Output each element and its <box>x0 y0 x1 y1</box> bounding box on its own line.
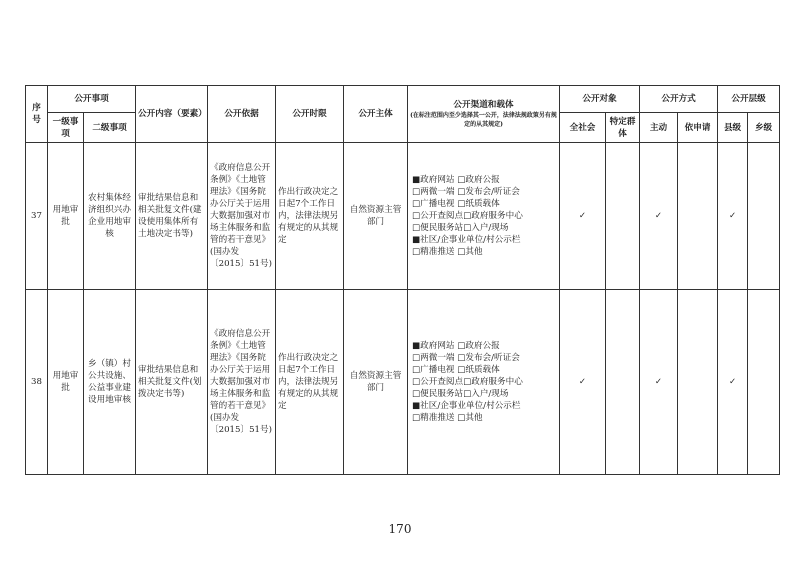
row-level2: 农村集体经济组织兴办企业用地审核 <box>84 143 136 290</box>
header-level1: 一级事项 <box>48 113 84 143</box>
header-basis: 公开依据 <box>208 86 276 143</box>
row-active-check: ✓ <box>640 143 678 290</box>
header-channel-title: 公开渠道和载体 <box>453 100 514 110</box>
row-all-society-check: ✓ <box>560 143 606 290</box>
header-content: 公开内容（要素） <box>136 86 208 143</box>
header-channel-note: (在标注范围内至少选择其一公开，法律法规政策另有规定的从其规定) <box>410 112 557 128</box>
row-county-check: ✓ <box>718 290 748 475</box>
header-target: 公开对象 <box>560 86 640 113</box>
row-active-check: ✓ <box>640 290 678 475</box>
row-channel: ■政府网站 □政府公报 □两微一端 □发布会/听证会 □广播电视 □纸质载体 □公开查阅点□政府服务中心 □便民服务站□入户/现场 ■社区/企事业单位/村公示栏 □精准推送 □其他 <box>408 290 560 475</box>
row-township-check <box>748 290 780 475</box>
row-subject: 自然资源主管部门 <box>344 143 408 290</box>
table-row <box>26 290 780 475</box>
row-channel: ■政府网站 □政府公报 □两微一端 □发布会/听证会 □广播电视 □纸质载体 □公开查阅点□政府服务中心 □便民服务站□入户/现场 ■社区/企事业单位/村公示栏 □精准推送 □其他 <box>408 143 560 290</box>
header-township: 乡级 <box>748 113 780 143</box>
header-specific-group: 特定群体 <box>606 113 640 143</box>
header-on-request: 依申请 <box>678 113 718 143</box>
header-subject: 公开主体 <box>344 86 408 143</box>
table-row <box>26 143 780 290</box>
header-time-limit: 公开时限 <box>276 86 344 143</box>
row-specific-group-check <box>606 290 640 475</box>
header-channel <box>408 86 560 143</box>
disclosure-table <box>25 85 780 475</box>
row-seq: 37 <box>26 143 48 290</box>
row-content: 审批结果信息和相关批复文件(建设使用集体所有土地决定书等) <box>136 143 208 290</box>
header-matter: 公开事项 <box>48 86 136 113</box>
header-seq: 序号 <box>26 86 48 143</box>
row-level2: 乡（镇）村公共设施、公益事业建设用地审核 <box>84 290 136 475</box>
row-specific-group-check <box>606 143 640 290</box>
row-on-request-check <box>678 290 718 475</box>
header-row-1 <box>26 86 780 113</box>
row-township-check <box>748 143 780 290</box>
page-number: 170 <box>388 522 412 536</box>
header-all-society: 全社会 <box>560 113 606 143</box>
header-method: 公开方式 <box>640 86 718 113</box>
header-level: 公开层级 <box>718 86 780 113</box>
row-content: 审批结果信息和相关批复文件(划拨决定书等) <box>136 290 208 475</box>
row-subject: 自然资源主管部门 <box>344 290 408 475</box>
header-county: 县级 <box>718 113 748 143</box>
row-all-society-check: ✓ <box>560 290 606 475</box>
row-basis: 《政府信息公开条例》《土地管理法》《国务院办公厅关于运用大数据加强对市场主体服务和监管的若干意见》(国办发〔2015〕51号) <box>208 290 276 475</box>
row-time-limit: 作出行政决定之日起7个工作日内，法律法规另有规定的从其规定 <box>276 143 344 290</box>
row-basis: 《政府信息公开条例》《土地管理法》《国务院办公厅关于运用大数据加强对市场主体服务和监管的若干意见》(国办发〔2015〕51号) <box>208 143 276 290</box>
header-active: 主动 <box>640 113 678 143</box>
row-on-request-check <box>678 143 718 290</box>
row-level1: 用地审批 <box>48 290 84 475</box>
header-level2: 二级事项 <box>84 113 136 143</box>
row-county-check: ✓ <box>718 143 748 290</box>
row-level1: 用地审批 <box>48 143 84 290</box>
row-seq: 38 <box>26 290 48 475</box>
row-time-limit: 作出行政决定之日起7个工作日内，法律法规另有规定的从其规定 <box>276 290 344 475</box>
